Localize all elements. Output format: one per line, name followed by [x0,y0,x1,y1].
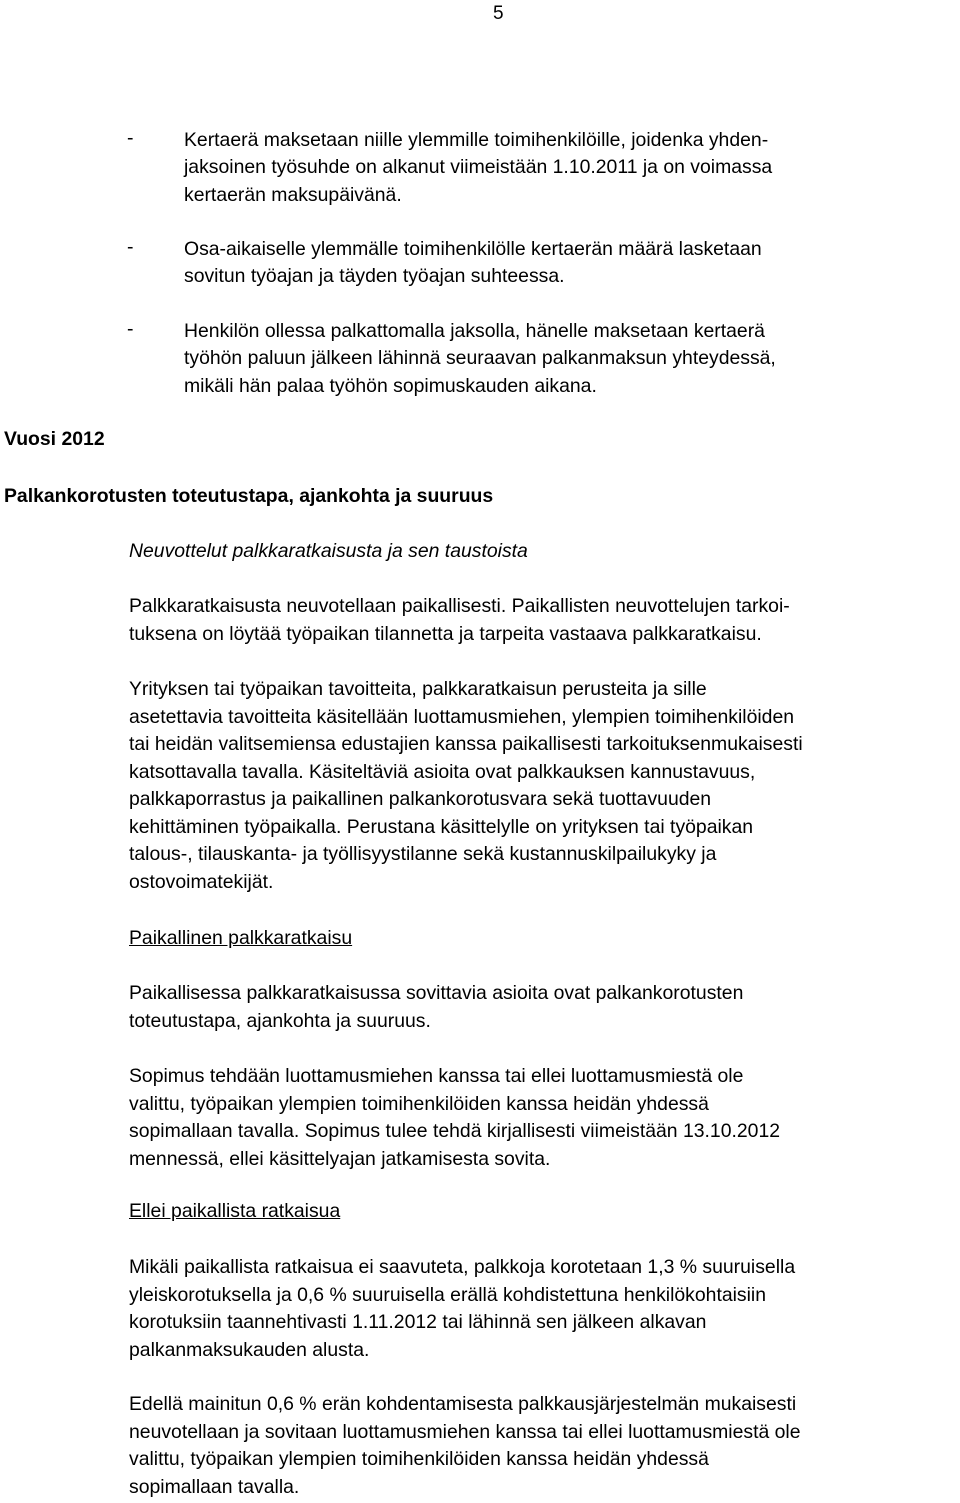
text-line: asetettavia tavoitteita käsitellään luottamusmiehen, ylempien toimihenkilöiden [129,705,795,728]
text-line: tuksena on löytää työpaikan tilannetta ja tarpeita vastaava palkkaratkaisu. [129,622,762,645]
text-line: palkanmaksukauden alusta. [129,1338,370,1361]
section-heading-none: Ellei paikallista ratkaisua [129,1200,341,1222]
paragraph [129,980,743,1035]
text-line: Palkkaratkaisusta neuvotellaan paikallisesti. Paikallisten neuvottelujen tarkoi- [129,595,790,617]
paragraph [129,676,803,896]
text-line: tai heidän valitsemiensa edustajien kanssa paikallisesti tarkoituksenmukaisesti [129,733,803,755]
text-line: Sopimus tehdään luottamusmiehen kanssa tai ellei luottamusmiestä ole [129,1065,744,1087]
paragraph [129,1063,780,1173]
text-line: valittu, työpaikan ylempien toimihenkilöiden kanssa heidän yhdessä [129,1448,709,1470]
bullet-text [184,318,776,400]
section-heading-local: Paikallinen palkkaratkaisu [129,927,353,949]
text-line: sovitun työajan ja täyden työajan suhteessa. [184,265,565,288]
text-line: talous-, tilauskanta- ja työllisyystilanne sekä kustannuskilpailukyky ja [129,843,717,865]
text-line: toteutustapa, ajankohta ja suuruus. [129,1009,431,1032]
text-line: Kertaerä maksetaan niille ylemmille toimihenkilöille, joidenka yhden- [184,129,769,151]
text-line: työhön paluun jälkeen lähinnä seuraavan palkanmaksun yhteydessä, [184,347,776,370]
text-line: Edellä mainitun 0,6 % erän kohdentamisesta palkkausjärjestelmän mukaisesti [129,1393,797,1415]
text-line: Henkilön ollessa palkattomalla jaksolla, hänelle maksetaan kertaerä [184,320,765,342]
text-line: Osa-aikaiselle ylemmälle toimihenkilölle kertaerän määrä lasketaan [184,238,762,260]
text-line: sopimallaan tavalla. Sopimus tulee tehdä kirjallisesti viimeistään 13.10.2012 [129,1120,781,1142]
main-heading: Palkankorotusten toteutustapa, ajankohta ja suuruus [4,485,494,507]
text-line: korotuksiin taannehtivasti 1.11.2012 tai lähinnä sen jälkeen alkavan [129,1311,707,1333]
text-line: ostovoimatekijät. [129,870,274,893]
text-line: Paikallisessa palkkaratkaisussa sovittavia asioita ovat palkankorotusten [129,982,744,1004]
text-line: sopimallaan tavalla. [129,1475,300,1498]
text-line: kertaerän maksupäivänä. [184,183,402,206]
bullet-dash: - [127,236,134,258]
text-line: mennessä, ellei käsittelyajan jatkamisesta sovita. [129,1147,551,1170]
text-line: Mikäli paikallista ratkaisua ei saavuteta, palkkoja korotetaan 1,3 % suuruisella [129,1256,796,1278]
text-line: valittu, työpaikan ylempien toimihenkilöiden kanssa heidän yhdessä [129,1092,709,1115]
text-line: katsottavalla tavalla. Käsiteltäviä asioita ovat palkkauksen kannustavuus, [129,760,756,783]
paragraph [129,1391,801,1501]
paragraph [129,593,790,648]
text-line: jaksoinen työsuhde on alkanut viimeistään 1.10.2011 ja on voimassa [184,156,773,179]
sub-heading: Neuvottelut palkkaratkaisusta ja sen taustoista [129,540,528,562]
paragraph [129,1254,795,1364]
text-line: mikäli hän palaa työhön sopimuskauden aikana. [184,374,597,397]
text-line: Yrityksen tai työpaikan tavoitteita, palkkaratkaisun perusteita ja sille [129,678,707,700]
bullet-text [184,236,762,291]
page-number: 5 [493,3,504,24]
text-line: kehittäminen työpaikalla. Perustana käsittelylle on yrityksen tai työpaikan [129,815,754,838]
year-heading: Vuosi 2012 [4,428,105,450]
bullet-dash: - [127,318,134,340]
text-line: neuvotellaan ja sovitaan luottamusmiehen kanssa tai ellei luottamusmiestä ole [129,1420,801,1443]
bullet-text [184,127,772,209]
text-line: yleiskorotuksella ja 0,6 % suuruisella erällä kohdistettuna henkilökohtaisiin [129,1283,767,1306]
bullet-dash: - [127,127,134,149]
text-line: palkkaporrastus ja paikallinen palkankorotusvara sekä tuottavuuden [129,788,712,810]
